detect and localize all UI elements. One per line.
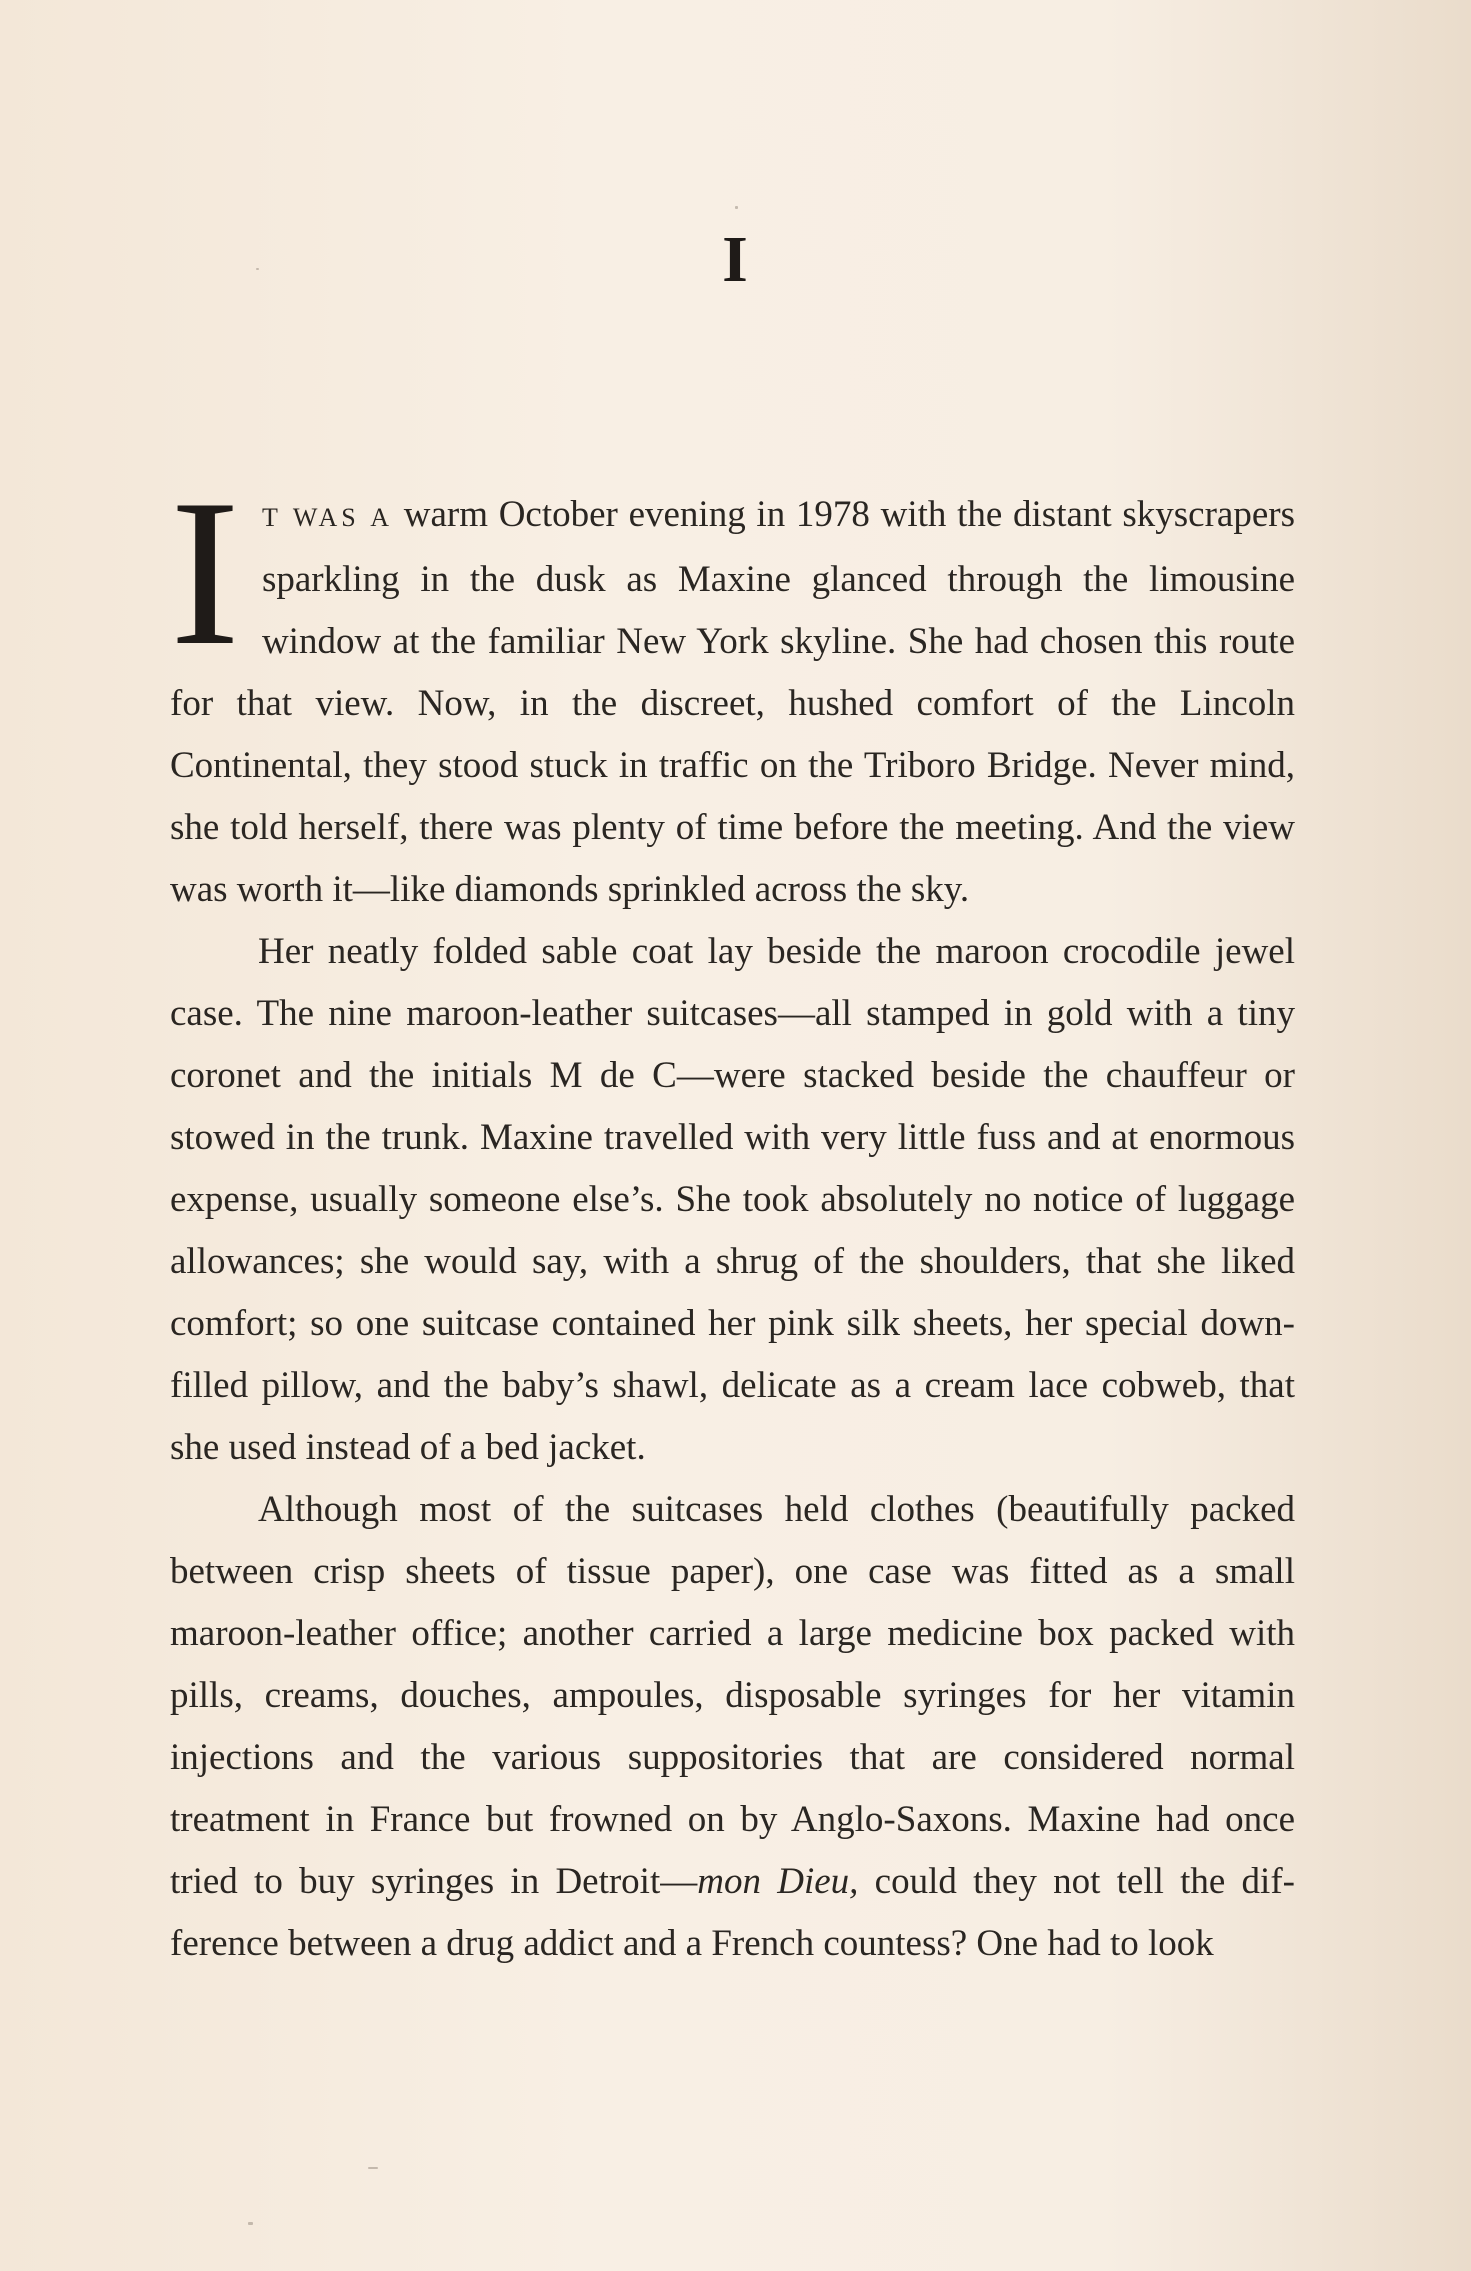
paragraph-1 [170,457,1295,921]
lead-small-caps: T WAS A [261,503,394,532]
paper-speck [248,2222,253,2225]
paper-speck [368,2167,378,2169]
paragraph-3-text-after: could they not tell the difference between a drug addict and a French countess? One had to look [170,1861,1295,1964]
paragraph-1-text: warm October evening in 1978 with the distant skyscrapers sparkling in the dusk as Maxine glanced through the limousine window at the familiar New York skyline. She had chosen this route for that view. Now, in the discreet, hushed comfort of the Lincoln Continental, they stood stuck in traffic on the Triboro Bridge. Never mind, she told herself, there was plenty of time before the meeting. And the view was worth it—like diamonds sprinkled across the sky. [170,494,1295,910]
drop-cap: I [170,457,240,689]
paragraph-3 [170,1479,1295,1975]
paper-speck [735,206,738,209]
chapter-number: I [722,223,749,296]
paragraph-2: Her neatly folded sable coat lay beside the maroon crocodile jewel case. The nine maroon-leather suitcases—all stamped in gold with a tiny coronet and the initials M de C—were stacked beside the chauffeur or stowed in the trunk. Maxine travelled with very little fuss and at enormous expense, usually someone else’s. She took absolutely no notice of luggage allowances; she would say, with a shrug of the shoulders, that she liked comfort; so one suitcase contained her pink silk sheets, her special down-filled pillow, and the baby’s shawl, delicate as a cream lace cobweb, that she used instead of a bed jacket. [170,931,1295,1468]
paragraph-3-italic: mon Dieu, [697,1861,859,1902]
body-text [170,457,1295,1975]
paragraph-3-text-before: Although most of the suitcases held clothes (beautifully packed between crisp sheets of tissue paper), one case was fitted as a small maroon-leather office; another carried a large medicine box packed with pills, creams, douches, ampoules, disposable syringes for her vitamin injections and the various suppositories that are considered normal treatment in France but frowned on by Anglo-Saxons. Maxine had once tried to buy syringes in Detroit— [170,1489,1295,1902]
